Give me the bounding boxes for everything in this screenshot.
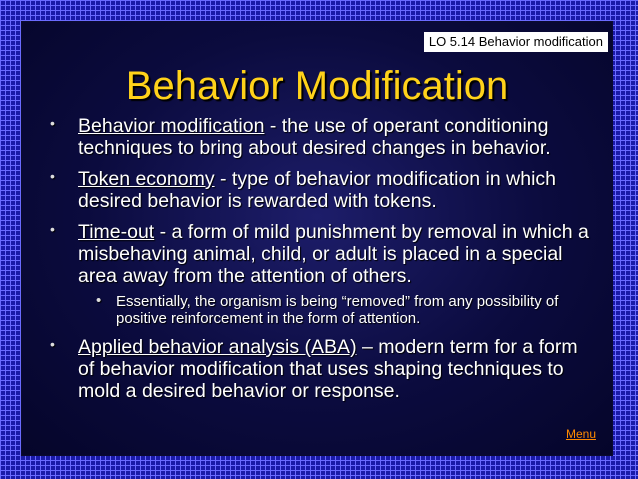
bullet-icon: • — [50, 336, 55, 352]
bullet-token-economy — [32, 168, 592, 212]
sub-bullet-text: Essentially, the organism is being “removed” from any possibility of positive reinforcement in the form of attention. — [116, 293, 559, 327]
bullet-behavior-modification — [32, 115, 592, 159]
bullet-aba — [32, 336, 592, 402]
term-link[interactable]: Behavior modification — [78, 115, 265, 137]
bullet-text: - type of behavior modification in which desired behavior is rewarded with tokens. — [78, 168, 556, 212]
menu-link[interactable]: Menu — [565, 427, 596, 441]
term-link[interactable]: Token economy — [78, 168, 215, 190]
learning-objective-tag: LO 5.14 Behavior modification — [424, 32, 608, 52]
slide-title: Behavior Modification — [125, 64, 509, 108]
term-link[interactable]: Time-out — [78, 221, 155, 243]
sub-bullet-list — [78, 293, 592, 327]
bullet-time-out — [32, 221, 592, 327]
sub-bullet-icon: • — [96, 292, 102, 309]
term-link[interactable]: Applied behavior analysis (ABA) — [78, 336, 357, 358]
bullet-text: – modern term for a form of behavior modification that uses shaping techniques to mold a desired behavior or response. — [78, 336, 578, 402]
bullet-icon: • — [50, 168, 55, 184]
bullet-list — [32, 115, 592, 411]
slide-panel — [22, 22, 612, 455]
bullet-text: - a form of mild punishment by removal in which a misbehaving animal, child, or adult is placed in a special area away from the attention of others. — [78, 221, 589, 287]
sub-bullet-item — [86, 293, 592, 327]
bullet-icon: • — [50, 221, 55, 237]
bullet-icon: • — [50, 115, 55, 131]
bullet-text: - the use of operant conditioning techniques to bring about desired changes in behavior. — [78, 115, 551, 159]
